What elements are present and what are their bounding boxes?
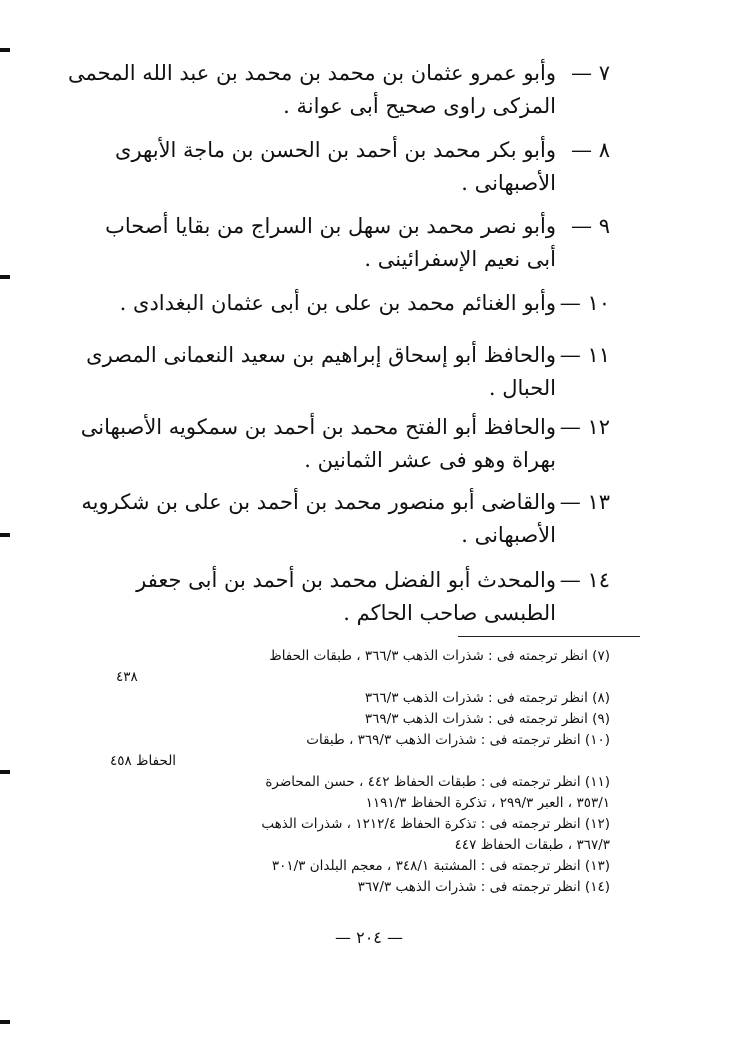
scan-edge-mark [0, 533, 10, 537]
scan-edge-mark [0, 770, 10, 774]
footnote-line: (٧) انظر ترجمته فى : شذرات الذهب ٣٦٦/٣ ، طبقات الحفاظ [269, 648, 610, 664]
entry-text: والحافظ أبو الفتح محمد بن أحمد بن سمكويه الأصبهانى [80, 415, 556, 439]
entry-number: ٧ — [571, 61, 610, 85]
entry-8 [115, 134, 610, 200]
entry-9 [105, 210, 610, 276]
entry-number: ١١ — [559, 343, 610, 367]
footnote-line: ٣٥٣/١ ، العبر ٢٩٩/٣ ، تذكرة الحفاظ ١١٩١/٣ [365, 795, 610, 811]
entry-number: ١٣ — [559, 490, 610, 514]
entry-number: ٩ — [571, 214, 610, 238]
entry-number: ١٤ — [559, 568, 610, 592]
entry-text-continued: الأصبهانى . [461, 523, 556, 547]
entry-number: ١٠ — [559, 291, 610, 315]
entry-text: وأبو بكر محمد بن أحمد بن الحسن بن ماجة الأبهرى [115, 138, 556, 162]
footnote-line: ٤٣٨ [116, 669, 138, 685]
page-number: — ٢٠٤ — [335, 928, 403, 947]
entry-text-continued: أبى نعيم الإسفرائينى . [364, 247, 556, 271]
entry-7 [68, 57, 610, 123]
footnote-line: (٨) انظر ترجمته فى : شذرات الذهب ٣٦٦/٣ [364, 690, 610, 706]
footnote-line: (٩) انظر ترجمته فى : شذرات الذهب ٣٦٩/٣ [364, 711, 610, 727]
footnote-separator [458, 636, 640, 637]
entry-text-continued: المزكى راوى صحيح أبى عوانة . [283, 94, 556, 118]
entry-text-continued: بهراة وهو فى عشر الثمانين . [304, 448, 556, 472]
entry-text-continued: الأصبهانى . [461, 171, 556, 195]
entry-14 [130, 564, 610, 630]
entry-text: والحافظ أبو إسحاق إبراهيم بن سعيد النعمانى المصرى [86, 343, 556, 367]
entry-13 [81, 486, 610, 552]
footnote-line: (١٢) انظر ترجمته فى : تذكرة الحفاظ ١٢١٢/٤ ، شذرات الذهب [261, 816, 610, 832]
footnotes [110, 646, 610, 898]
entry-11 [86, 339, 610, 405]
footnote-line: ٣٦٧/٣ ، طبقات الحفاظ ٤٤٧ [454, 837, 610, 853]
footnote-line: (١١) انظر ترجمته فى : طبقات الحفاظ ٤٤٢ ، حسن المحاضرة [265, 774, 610, 790]
footnote-line: (١٤) انظر ترجمته فى : شذرات الذهب ٣٦٧/٣ [357, 879, 610, 895]
footnote-line: (١٣) انظر ترجمته فى : المشتبة ٣٤٨/١ ، معجم البلدان ٣٠١/٣ [271, 858, 610, 874]
entry-text-continued: الحبال . [488, 376, 556, 400]
entry-number: ٨ — [571, 138, 610, 162]
entry-number: ١٢ — [559, 415, 610, 439]
entry-12 [80, 411, 610, 477]
footnote-line: الحفاظ ٤٥٨ [110, 753, 177, 769]
scan-edge-mark [0, 1020, 10, 1024]
scan-edge-mark [0, 275, 10, 279]
scan-edge-mark [0, 48, 10, 52]
entry-text: وأبو عمرو عثمان بن محمد بن محمد بن عبد الله المحمى [68, 61, 556, 85]
entry-text: وأبو الغنائم محمد بن على بن أبى عثمان البغدادى . [119, 291, 556, 315]
entry-text: وأبو نصر محمد بن سهل بن السراج من بقايا أصحاب [105, 214, 556, 238]
entry-text: والمحدث أبو الفضل محمد بن أحمد بن أبى جعفر [136, 568, 556, 592]
entry-10 [119, 287, 610, 320]
entry-text-continued: الطبسى صاحب الحاكم . [343, 601, 556, 625]
footnote-line: (١٠) انظر ترجمته فى : شذرات الذهب ٣٦٩/٣ ، طبقات [306, 732, 610, 748]
entry-text: والقاضى أبو منصور محمد بن أحمد بن على بن شكرويه [81, 490, 556, 514]
